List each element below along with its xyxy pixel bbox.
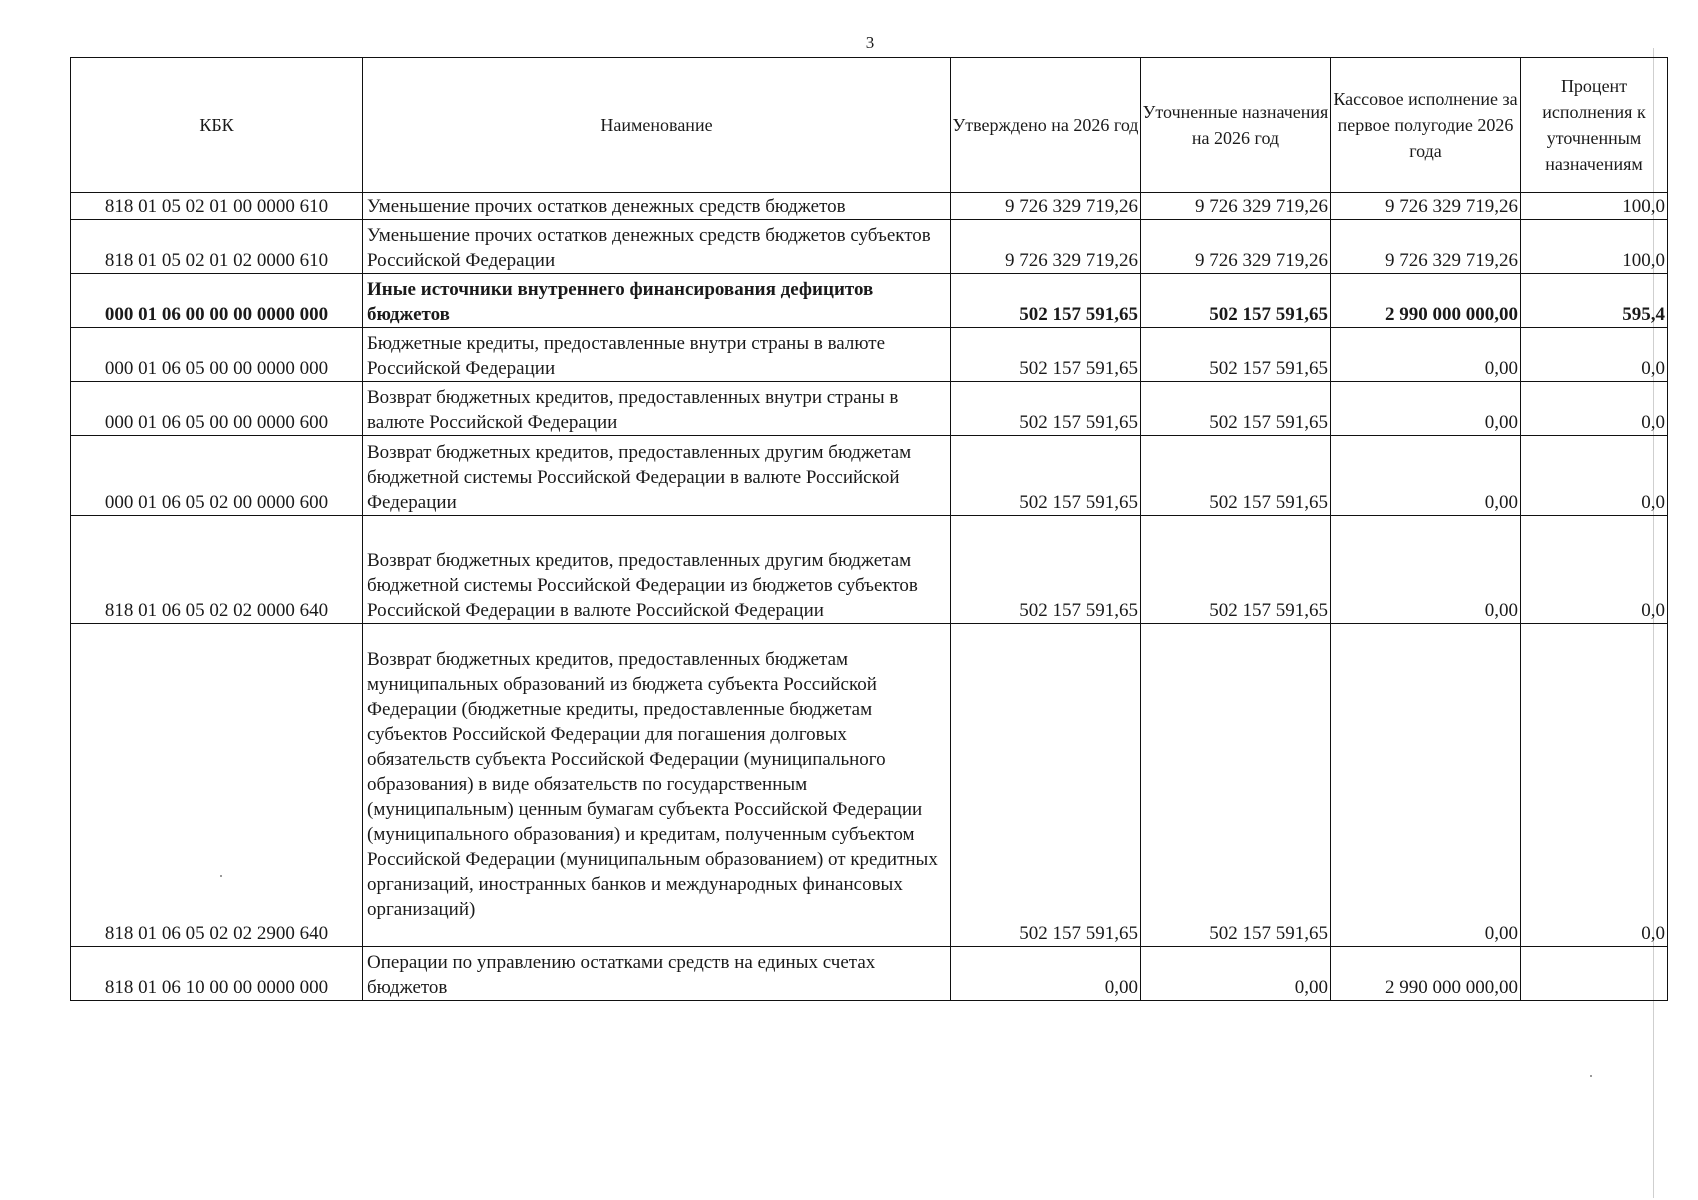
cell-kbk: 818 01 06 05 02 02 0000 640: [71, 516, 363, 624]
cell-percent: 595,4: [1521, 274, 1668, 328]
cell-percent: 100,0: [1521, 220, 1668, 274]
table-row: [71, 382, 1668, 436]
cell-refined: 9 726 329 719,26: [1141, 193, 1331, 220]
cell-name: Возврат бюджетных кредитов, предоставленных другим бюджетам бюджетной системы Российской Федерации в валюте Российской Федерации: [363, 436, 951, 516]
table-row: [71, 947, 1668, 1001]
cell-percent: 0,0: [1521, 516, 1668, 624]
cell-kbk: 000 01 06 05 00 00 0000 600: [71, 382, 363, 436]
cell-percent: 0,0: [1521, 624, 1668, 947]
cell-percent: [1521, 947, 1668, 1001]
cell-refined: 502 157 591,65: [1141, 516, 1331, 624]
cell-approved: 502 157 591,65: [951, 274, 1141, 328]
cell-approved: 502 157 591,65: [951, 436, 1141, 516]
cell-name: Возврат бюджетных кредитов, предоставленных другим бюджетам бюджетной системы Российской Федерации из бюджетов субъектов Российской Федерации в валюте Российской Федерации: [363, 516, 951, 624]
cell-name: Уменьшение прочих остатков денежных средств бюджетов субъектов Российской Федерации: [363, 220, 951, 274]
cell-refined: 9 726 329 719,26: [1141, 220, 1331, 274]
cell-approved: 9 726 329 719,26: [951, 193, 1141, 220]
cell-percent: 0,0: [1521, 382, 1668, 436]
header-kbk: КБК: [71, 58, 363, 193]
table-header-row: [71, 58, 1668, 193]
table-row: [71, 516, 1668, 624]
cell-executed: 0,00: [1331, 436, 1521, 516]
cell-refined: 502 157 591,65: [1141, 382, 1331, 436]
cell-kbk: 818 01 06 05 02 02 2900 640: [71, 624, 363, 947]
cell-kbk: 000 01 06 05 00 00 0000 000: [71, 328, 363, 382]
header-approved: Утверждено на 2026 год: [951, 58, 1141, 193]
cell-executed: 9 726 329 719,26: [1331, 220, 1521, 274]
header-name: Наименование: [363, 58, 951, 193]
cell-approved: 502 157 591,65: [951, 328, 1141, 382]
cell-kbk: 818 01 05 02 01 00 0000 610: [71, 193, 363, 220]
cell-executed: 9 726 329 719,26: [1331, 193, 1521, 220]
cell-approved: 9 726 329 719,26: [951, 220, 1141, 274]
cell-kbk: 000 01 06 05 02 00 0000 600: [71, 436, 363, 516]
cell-refined: 502 157 591,65: [1141, 624, 1331, 947]
table-row: [71, 193, 1668, 220]
cell-refined: 502 157 591,65: [1141, 274, 1331, 328]
cell-name: Бюджетные кредиты, предоставленные внутри страны в валюте Российской Федерации: [363, 328, 951, 382]
cell-kbk: 818 01 05 02 01 02 0000 610: [71, 220, 363, 274]
cell-name: Возврат бюджетных кредитов, предоставленных внутри страны в валюте Российской Федерации: [363, 382, 951, 436]
header-executed: Кассовое исполнение за первое полугодие 2026 года: [1331, 58, 1521, 193]
cell-refined: 502 157 591,65: [1141, 436, 1331, 516]
table-row: [71, 328, 1668, 382]
cell-approved: 502 157 591,65: [951, 382, 1141, 436]
cell-executed: 2 990 000 000,00: [1331, 274, 1521, 328]
cell-refined: 0,00: [1141, 947, 1331, 1001]
table-row: [71, 624, 1668, 947]
cell-executed: 0,00: [1331, 382, 1521, 436]
cell-executed: 0,00: [1331, 624, 1521, 947]
cell-approved: 502 157 591,65: [951, 516, 1141, 624]
scan-dot-mark: [1590, 1075, 1592, 1077]
cell-name: Операции по управлению остатками средств на единых счетах бюджетов: [363, 947, 951, 1001]
cell-refined: 502 157 591,65: [1141, 328, 1331, 382]
cell-percent: 0,0: [1521, 436, 1668, 516]
cell-executed: 2 990 000 000,00: [1331, 947, 1521, 1001]
table-row: [71, 220, 1668, 274]
cell-name: Уменьшение прочих остатков денежных средств бюджетов: [363, 193, 951, 220]
cell-approved: 0,00: [951, 947, 1141, 1001]
cell-approved: 502 157 591,65: [951, 624, 1141, 947]
cell-name: Возврат бюджетных кредитов, предоставленных бюджетам муниципальных образований из бюджета субъекта Российской Федерации (бюджетные кредиты, предоставленные бюджетам субъектов Российской Федерации для погашения долговых обязательств субъекта Российской Федерации (муниципального образования) в виде обязательств по государственным (муниципальным) ценным бумагам субъекта Российской Федерации (муниципального образования) и кредитам, полученным субъектом Российской Федерации (муниципальным образованием) от кредитных организаций, иностранных банков и международных финансовых организаций): [363, 624, 951, 947]
cell-kbk: 000 01 06 00 00 00 0000 000: [71, 274, 363, 328]
cell-executed: 0,00: [1331, 516, 1521, 624]
cell-kbk: 818 01 06 10 00 00 0000 000: [71, 947, 363, 1001]
table-row: [71, 436, 1668, 516]
header-percent: Процент исполнения к уточненным назначениям: [1521, 58, 1668, 193]
table-row: [71, 274, 1668, 328]
cell-executed: 0,00: [1331, 328, 1521, 382]
page-number: 3: [865, 33, 875, 52]
header-refined: Уточненные назначения на 2026 год: [1141, 58, 1331, 193]
cell-percent: 100,0: [1521, 193, 1668, 220]
budget-sources-table: [70, 57, 1668, 1001]
cell-percent: 0,0: [1521, 328, 1668, 382]
cell-name: Иные источники внутреннего финансирования дефицитов бюджетов: [363, 274, 951, 328]
